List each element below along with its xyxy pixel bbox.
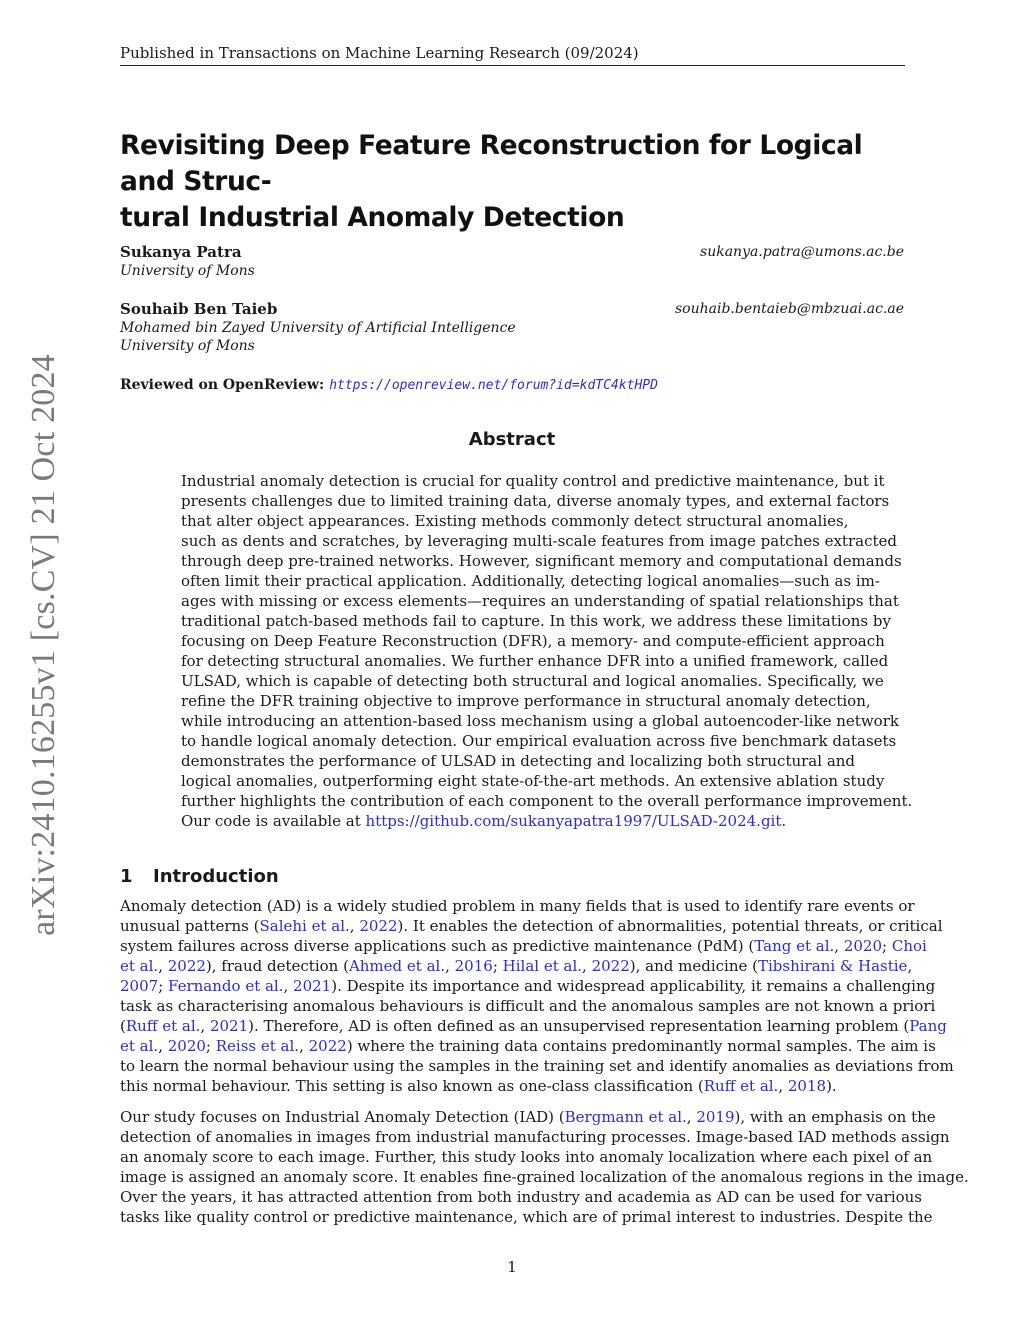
openreview-link[interactable]: https://openreview.net/forum?id=kdTC4ktHPD (329, 378, 658, 393)
citation-link[interactable]: 2022 (359, 917, 398, 935)
abstract-text-fragment: . (781, 812, 787, 830)
text-fragment: Our study focuses on Industrial Anomaly Detection (IAD) ( (120, 1108, 565, 1126)
section-number: 1 (120, 866, 133, 887)
abstract-line: further highlights the contribution of each component to the overall performance improvement. (181, 792, 913, 810)
text-fragment: ), and medicine ( (629, 957, 758, 975)
paragraph-line (120, 1187, 923, 1207)
citation-link[interactable]: Ruff et al. (703, 1077, 779, 1095)
abstract-line: traditional patch-based methods fail to capture. In this work, we address these limitations by (181, 612, 891, 630)
journal-header: Published in Transactions on Machine Learning Research (09/2024) (120, 44, 639, 62)
citation-link[interactable]: Tibshirani & Hastie (757, 957, 908, 975)
citation-link[interactable]: et al. (120, 1037, 159, 1055)
citation-link[interactable]: Hilal et al. (502, 957, 583, 975)
text-fragment: ). Despite its importance and widespread applicability, it remains a challenging (331, 977, 936, 995)
citation-link[interactable]: Ruff et al. (125, 1017, 201, 1035)
paragraph-line (120, 1207, 933, 1227)
paragraph-line (120, 1147, 933, 1167)
author-affiliation: Mohamed bin Zayed University of Artificial Intelligence (120, 320, 516, 336)
text-fragment: ( (120, 1017, 126, 1035)
text-fragment: , (582, 957, 592, 975)
text-fragment: ; (492, 957, 503, 975)
abstract-line: demonstrates the performance of ULSAD in detecting and localizing both structural and (181, 752, 856, 770)
author-email[interactable]: souhaib.bentaieb@mbzuai.ac.ae (674, 301, 904, 317)
author-affiliation: University of Mons (120, 263, 255, 279)
author-affiliation: University of Mons (120, 338, 255, 354)
abstract-line: that alter object appearances. Existing methods commonly detect structural anomalies, (181, 512, 849, 530)
text-fragment: ; (205, 1037, 216, 1055)
citation-link[interactable]: Salehi et al. (259, 917, 350, 935)
citation-link[interactable]: 2018 (787, 1077, 827, 1095)
abstract-line: Industrial anomaly detection is crucial for quality control and predictive maintenance, but it (181, 472, 885, 490)
paper-title (120, 128, 910, 236)
citation-link[interactable]: Fernando et al. (168, 977, 284, 995)
abstract-line (181, 811, 786, 831)
text-fragment: image is assigned an anomaly score. It enables fine-grained localization of the anomalous regions in the image. (120, 1168, 969, 1186)
paragraph-line (120, 1107, 936, 1127)
author-email[interactable]: sukanya.patra@umons.ac.be (700, 244, 904, 260)
abstract-heading: Abstract (468, 429, 556, 450)
abstract-line: to handle logical anomaly detection. Our empirical evaluation across five benchmark datasets (181, 732, 897, 750)
citation-link[interactable]: 2022 (167, 957, 206, 975)
text-fragment: , (158, 957, 168, 975)
abstract-line: while introducing an attention-based loss mechanism using a global autoencoder-like network (181, 712, 899, 730)
abstract-line: for detecting structural anomalies. We further enhance DFR into a unified framework, called (181, 652, 889, 670)
abstract-text-fragment: Our code is available at (181, 812, 366, 830)
paragraph-line (120, 956, 913, 976)
paragraph-line (120, 1016, 947, 1036)
text-fragment: , (200, 1017, 210, 1035)
text-fragment: , (158, 1037, 168, 1055)
text-fragment: Over the years, it has attracted attention from both industry and academia as AD can be used for various (120, 1188, 923, 1206)
citation-link[interactable]: 2007 (120, 977, 159, 995)
text-fragment: ), with an emphasis on the (734, 1108, 936, 1126)
abstract-line: ages with missing or excess elements—requires an understanding of spatial relationships that (181, 592, 899, 610)
text-fragment: system failures across diverse applications such as predictive maintenance (PdM) ( (120, 937, 755, 955)
citation-link[interactable]: Bergmann et al. (564, 1108, 687, 1126)
citation-link[interactable]: 2019 (696, 1108, 735, 1126)
citation-link[interactable]: Choi (891, 937, 927, 955)
paragraph-line (120, 976, 936, 996)
header-rule (120, 65, 905, 66)
citation-link[interactable]: 2016 (454, 957, 493, 975)
abstract-line: ULSAD, which is capable of detecting both structural and logical anomalies. Specifically, we (181, 672, 884, 690)
paragraph-line (120, 1076, 837, 1096)
arxiv-stamp-text: arXiv:2410.16255v1 [cs.CV] 21 Oct 2024 (25, 354, 62, 936)
page-number: 1 (507, 1258, 517, 1276)
abstract-line: presents challenges due to limited training data, diverse anomaly types, and external factors (181, 492, 890, 510)
paragraph-line (120, 896, 915, 916)
citation-link[interactable]: et al. (120, 957, 159, 975)
text-fragment: , (778, 1077, 788, 1095)
paragraph-line (120, 1167, 969, 1187)
paragraph-line (120, 1127, 950, 1147)
citation-link[interactable]: Reiss et al. (215, 1037, 300, 1055)
text-fragment: , (834, 937, 844, 955)
text-fragment: an anomaly score to each image. Further, this study looks into anomaly localization where each pixel of an (120, 1148, 933, 1166)
text-fragment: ). (826, 1077, 837, 1095)
text-fragment: ). It enables the detection of abnormalities, potential threats, or critical (397, 917, 943, 935)
text-fragment: tasks like quality control or predictive maintenance, which are of primal interest to industries. Despite the (120, 1208, 933, 1226)
text-fragment: , (349, 917, 360, 935)
text-fragment: , (445, 957, 455, 975)
text-fragment: ), fraud detection ( (205, 957, 349, 975)
text-fragment: unusual patterns ( (120, 917, 260, 935)
text-fragment: ) where the training data contains predominantly normal samples. The aim is (346, 1037, 936, 1055)
review-label: Reviewed on OpenReview: (120, 377, 325, 393)
citation-link[interactable]: 2022 (591, 957, 630, 975)
abstract-line: through deep pre-trained networks. However, significant memory and computational demands (181, 552, 902, 570)
author-name: Sukanya Patra (120, 243, 242, 261)
citation-link[interactable]: Ahmed et al. (348, 957, 446, 975)
citation-link[interactable]: Tang et al. (754, 937, 835, 955)
text-fragment: , (299, 1037, 309, 1055)
citation-link[interactable]: 2021 (209, 1017, 249, 1035)
title-line-1: Revisiting Deep Feature Reconstruction for Logical and Struc- (120, 130, 863, 197)
text-fragment: , (907, 957, 913, 975)
paragraph-line (120, 916, 943, 936)
text-fragment: task as characterising anomalous behaviours is difficult and the anomalous samples are not known a priori (120, 997, 936, 1015)
paragraph-line (120, 1056, 954, 1076)
text-fragment: Anomaly detection (AD) is a widely studied problem in many fields that is used to identify rare events or (120, 897, 915, 915)
author-name: Souhaib Ben Taieb (120, 300, 278, 318)
abstract-line: focusing on Deep Feature Reconstruction (DFR), a memory- and compute-efficient approach (181, 632, 885, 650)
citation-link[interactable]: 2022 (308, 1037, 347, 1055)
text-fragment: , (686, 1108, 697, 1126)
review-line (120, 374, 658, 393)
paragraph-line (120, 996, 936, 1016)
code-link[interactable]: https://github.com/sukanyapatra1997/ULSAD-2024.git (365, 812, 782, 830)
text-fragment: to learn the normal behaviour using the samples in the training set and identify anomalies as deviations from (120, 1057, 954, 1075)
text-fragment: ; (882, 937, 892, 955)
paragraph-line (120, 1036, 936, 1056)
text-fragment: detection of anomalies in images from industrial manufacturing processes. Image-based IAD methods assign (120, 1128, 950, 1146)
text-fragment: ). Therefore, AD is often defined as an unsupervised representation learning problem ( (248, 1017, 910, 1035)
abstract-line: refine the DFR training objective to improve performance in structural anomaly detection, (181, 692, 871, 710)
citation-link[interactable]: 2020 (843, 937, 883, 955)
text-fragment: ; (158, 977, 169, 995)
abstract-line: such as dents and scratches, by leveraging multi-scale features from image patches extracted (181, 532, 897, 550)
section-heading-introduction (120, 866, 279, 887)
text-fragment: , (283, 977, 294, 995)
citation-link[interactable]: 2021 (293, 977, 332, 995)
title-line-2: tural Industrial Anomaly Detection (120, 202, 625, 233)
citation-link[interactable]: Pang (909, 1017, 947, 1035)
citation-link[interactable]: 2020 (167, 1037, 206, 1055)
text-fragment: this normal behaviour. This setting is also known as one-class classification ( (120, 1077, 704, 1095)
section-title: Introduction (153, 866, 279, 887)
paragraph-line (120, 936, 927, 956)
abstract-line: logical anomalies, outperforming eight state-of-the-art methods. An extensive ablation study (181, 772, 885, 790)
abstract-line: often limit their practical application. Additionally, detecting logical anomalies—such as im- (181, 572, 880, 590)
